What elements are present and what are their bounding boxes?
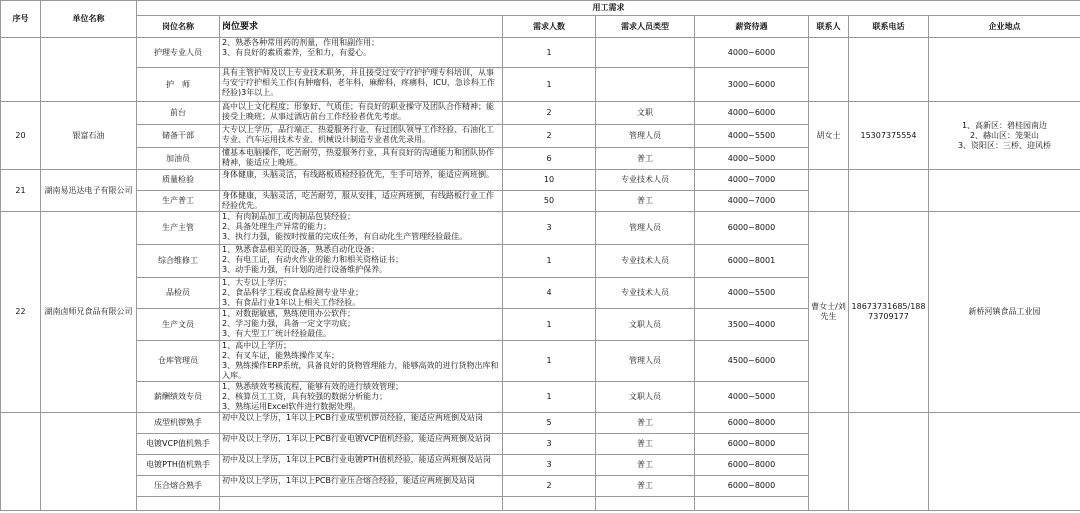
salary-cell: 3000~6000 bbox=[695, 68, 809, 102]
location-cell: 新桥河镇食品工业园 bbox=[929, 212, 1080, 413]
requirement-cell: 身体健康，头脑灵活，吃苦耐劳，服从安排，适应两班倒，有线路板行业工作经验优先。 bbox=[220, 191, 503, 212]
position-cell: 护 师 bbox=[137, 68, 220, 102]
position-cell: 品检员 bbox=[137, 278, 220, 309]
salary-cell: 6000~8000 bbox=[695, 476, 809, 497]
type-cell: 普工 bbox=[596, 191, 695, 212]
type-cell: 专业技术人员 bbox=[596, 170, 695, 191]
requirement-cell: 1、熟悉绩效考核流程，能够有效的进行绩效管理； 2、核算员工工资，具有较强的数据分析能力； 3、熟练运用Excel软件进行数据处理。 bbox=[220, 382, 503, 413]
table-row bbox=[1, 170, 1080, 191]
seq-cell bbox=[1, 413, 41, 511]
type-cell: 文职人员 bbox=[596, 309, 695, 341]
table-row bbox=[1, 212, 1080, 245]
location-cell: 1、高新区：碧桂园南边 2、赫山区：笼架山 3、资阳区：三桥、迎风桥 bbox=[929, 102, 1080, 170]
requirement-cell: 2、熟悉各种常用药的剂量，作用和副作用； 3、有良好的素质素养，至和力，有爱心。 bbox=[220, 38, 503, 68]
position-cell: 电镀VCP值机熟手 bbox=[137, 434, 220, 455]
requirement-cell: 身体健康，头脑灵活，有线路板质检经验优先，生手可培养，能适应两班倒。 bbox=[220, 170, 503, 191]
position-cell: 生产主管 bbox=[137, 212, 220, 245]
location-cell bbox=[929, 170, 1080, 212]
type-cell: 管理人员 bbox=[596, 125, 695, 148]
salary-cell: 4500~6000 bbox=[695, 341, 809, 382]
location-cell bbox=[929, 413, 1080, 511]
position-cell: 质量检验 bbox=[137, 170, 220, 191]
count-cell: 1 bbox=[503, 309, 596, 341]
type-cell: 文职人员 bbox=[596, 382, 695, 413]
seq-cell: 20 bbox=[1, 102, 41, 170]
contact-cell: 曹女士/刘先生 bbox=[809, 212, 849, 413]
count-cell: 1 bbox=[503, 341, 596, 382]
requirement-cell: 具有主管护师及以上专业技术职务，并且接受过安宁疗护护理专科培训，从事与安宁疗护相关工作(有肿瘤科，老年科，麻醉科，疼痛科，ICU，急诊科工作经验)3年以上。 bbox=[220, 68, 503, 102]
count-cell bbox=[503, 497, 596, 511]
requirement-cell: 初中及以上学历，1年以上PCB行业成型机锣员经验，能适应两班倒及站岗 bbox=[220, 413, 503, 434]
count-cell: 3 bbox=[503, 455, 596, 476]
company-cell: 湖南卤师兄食品有限公司 bbox=[41, 212, 137, 413]
type-cell: 普工 bbox=[596, 148, 695, 170]
type-cell: 普工 bbox=[596, 413, 695, 434]
salary-cell: 4000~5000 bbox=[695, 382, 809, 413]
count-cell: 2 bbox=[503, 125, 596, 148]
salary-cell: 6000~8000 bbox=[695, 455, 809, 476]
company-cell: 银富石油 bbox=[41, 102, 137, 170]
count-cell: 1 bbox=[503, 68, 596, 102]
header-contact: 联系人 bbox=[809, 16, 849, 38]
position-cell: 成型机锣熟手 bbox=[137, 413, 220, 434]
requirement-cell: 高中以上文化程度；形象好、气质佳；有良好的职业操守及团队合作精神；能接受上晚班；从事过酒店前台工作经验者优先考虑。 bbox=[220, 102, 503, 125]
requirement-cell: 1、有肉制品加工或肉制品包装经验； 2、具备处理生产异常的能力； 3、执行力强，能按时按量的完成任务，有自动化生产管理经验最佳。 bbox=[220, 212, 503, 245]
phone-cell bbox=[849, 413, 929, 511]
header-salary: 薪资待遇 bbox=[695, 16, 809, 38]
table-row bbox=[1, 38, 1080, 68]
table-row bbox=[1, 413, 1080, 434]
company-cell bbox=[41, 38, 137, 102]
count-cell: 2 bbox=[503, 102, 596, 125]
type-cell bbox=[596, 38, 695, 68]
position-cell: 综合维修工 bbox=[137, 245, 220, 278]
header-phone: 联系电话 bbox=[849, 16, 929, 38]
type-cell bbox=[596, 497, 695, 511]
location-cell bbox=[929, 38, 1080, 102]
count-cell: 4 bbox=[503, 278, 596, 309]
table-row bbox=[1, 102, 1080, 125]
requirement-cell: 1、对数据敏感，熟练使用办公软件； 2、学习能力强，具备一定文字功底； 3、有大型工厂统计经验最佳。 bbox=[220, 309, 503, 341]
count-cell: 3 bbox=[503, 434, 596, 455]
count-cell: 3 bbox=[503, 212, 596, 245]
type-cell: 普工 bbox=[596, 434, 695, 455]
company-cell: 湖南易迅达电子有限公司 bbox=[41, 170, 137, 212]
position-cell: 生产文员 bbox=[137, 309, 220, 341]
header-count: 需求人数 bbox=[503, 16, 596, 38]
contact-cell: 胡女士 bbox=[809, 102, 849, 170]
count-cell: 2 bbox=[503, 476, 596, 497]
count-cell: 50 bbox=[503, 191, 596, 212]
count-cell: 6 bbox=[503, 148, 596, 170]
salary-cell: 4000~7000 bbox=[695, 170, 809, 191]
position-cell bbox=[137, 497, 220, 511]
requirement-cell: 初中及以上学历，1年以上PCB行业电镀VCP值机经验，能适应两班倒及站岗 bbox=[220, 434, 503, 455]
phone-cell: 18673731685/18873709177 bbox=[849, 212, 929, 413]
type-cell: 管理人员 bbox=[596, 341, 695, 382]
phone-cell bbox=[849, 170, 929, 212]
header-type: 需求人员类型 bbox=[596, 16, 695, 38]
count-cell: 1 bbox=[503, 245, 596, 278]
position-cell: 储备干部 bbox=[137, 125, 220, 148]
position-cell: 压合熔合熟手 bbox=[137, 476, 220, 497]
requirement-cell: 1、熟悉食品相关的设备，熟悉自动化设备； 2、有电工证，有动火作业的能力和相关资格证书； 3、动手能力强，有计划的进行设备维护保养。 bbox=[220, 245, 503, 278]
header-position: 岗位名称 bbox=[137, 16, 220, 38]
requirement-cell bbox=[220, 497, 503, 511]
requirement-cell: 初中及以上学历，1年以上PCB行业电镀PTH值机经验，能适应两班倒及站岗 bbox=[220, 455, 503, 476]
salary-cell: 6000~8000 bbox=[695, 212, 809, 245]
requirement-cell: 1、高中以上学历； 2、有叉车证，能熟练操作叉车； 3、熟练操作ERP系统，具备良好的货物管理能力，能够高效的进行货物出库和入库。 bbox=[220, 341, 503, 382]
table-body bbox=[1, 38, 1080, 511]
header-company: 单位名称 bbox=[41, 1, 137, 38]
salary-cell: 6000~8001 bbox=[695, 245, 809, 278]
salary-cell: 6000~8000 bbox=[695, 413, 809, 434]
header-group: 用工需求 bbox=[137, 1, 1080, 16]
count-cell: 1 bbox=[503, 382, 596, 413]
type-cell: 专业技术人员 bbox=[596, 245, 695, 278]
company-cell bbox=[41, 413, 137, 511]
seq-cell: 22 bbox=[1, 212, 41, 413]
requirement-cell: 1、大专以上学历； 2、食品科学工程或食品检测专业毕业； 3、有食品行业1年以上相关工作经验。 bbox=[220, 278, 503, 309]
count-cell: 10 bbox=[503, 170, 596, 191]
type-cell: 普工 bbox=[596, 476, 695, 497]
salary-cell: 4000~5500 bbox=[695, 125, 809, 148]
type-cell: 管理人员 bbox=[596, 212, 695, 245]
requirement-cell: 懂基本电脑操作，吃苦耐劳，热爱服务行业，具有良好的沟通能力和团队协作精神，能适应上晚班。 bbox=[220, 148, 503, 170]
phone-cell: 15307375554 bbox=[849, 102, 929, 170]
requirement-cell: 初中及以上学历，1年以上PCB行业压合熔合经验，能适应两班倒及站岗 bbox=[220, 476, 503, 497]
count-cell: 5 bbox=[503, 413, 596, 434]
phone-cell bbox=[849, 38, 929, 102]
type-cell: 普工 bbox=[596, 455, 695, 476]
position-cell: 生产普工 bbox=[137, 191, 220, 212]
count-cell: 1 bbox=[503, 38, 596, 68]
position-cell: 电镀PTH值机熟手 bbox=[137, 455, 220, 476]
header-location: 企业地点 bbox=[929, 16, 1080, 38]
salary-cell: 4000~6000 bbox=[695, 38, 809, 68]
contact-cell bbox=[809, 413, 849, 511]
requirement-cell: 大专以上学历，品行端正、热爱服务行业、有过团队领导工作经验、石油化工专业、汽车运用技术专业、机械设计制造专业者优先录用。 bbox=[220, 125, 503, 148]
seq-cell: 21 bbox=[1, 170, 41, 212]
salary-cell bbox=[695, 497, 809, 511]
salary-cell: 6000~8000 bbox=[695, 434, 809, 455]
salary-cell: 4000~5500 bbox=[695, 278, 809, 309]
salary-cell: 4000~5000 bbox=[695, 148, 809, 170]
salary-cell: 3500~4000 bbox=[695, 309, 809, 341]
type-cell: 专业技术人员 bbox=[596, 278, 695, 309]
position-cell: 加油员 bbox=[137, 148, 220, 170]
salary-cell: 4000~7000 bbox=[695, 191, 809, 212]
type-cell: 文职 bbox=[596, 102, 695, 125]
position-cell: 薪酬绩效专员 bbox=[137, 382, 220, 413]
header-requirement: 岗位要求 bbox=[220, 16, 503, 38]
seq-cell bbox=[1, 38, 41, 102]
header-seq: 序号 bbox=[1, 1, 41, 38]
position-cell: 前台 bbox=[137, 102, 220, 125]
type-cell bbox=[596, 68, 695, 102]
position-cell: 仓库管理员 bbox=[137, 341, 220, 382]
contact-cell bbox=[809, 170, 849, 212]
position-cell: 护理专业人员 bbox=[137, 38, 220, 68]
salary-cell: 4000~6000 bbox=[695, 102, 809, 125]
contact-cell bbox=[809, 38, 849, 102]
